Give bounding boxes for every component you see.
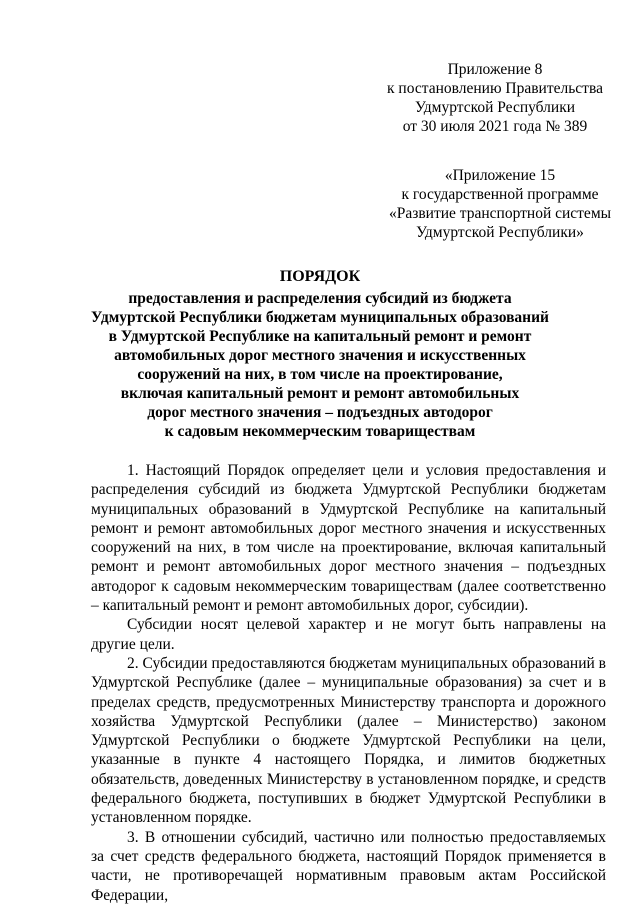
document-body bbox=[91, 461, 606, 905]
paragraph-2: Субсидии носят целевой характер и не могут быть направлены на другие цели. bbox=[91, 616, 606, 653]
paragraph-4: 3. В отношении субсидий, частично или полностью предоставляемых за счет средств федерального бюджета, настоящий Порядок применяется в части, не противоречащей нормативным правовым актам Российской Федерации, bbox=[91, 828, 606, 904]
paragraph-3: 2. Субсидии предоставляются бюджетам муниципальных образований в Удмуртской Республике (далее – муниципальные образования) за счет и в пределах средств, предусмотренных Министерству транспорта и дорожного хозяйства Удмуртской Республики (далее – Министерство) законом Удмуртской Республики о бюджете Удмуртской Республики на цели, указанные в пункте 4 настоящего Порядка, и лимитов бюджетных обязательств, доведенных Министерству в установленном порядке, и средств федерального бюджета, поступивших в бюджет Удмуртской Республики в установленном порядке. bbox=[91, 654, 606, 827]
subtitle-line-6: включая капитальный ремонт и ремонт автомобильных bbox=[120, 385, 520, 402]
appendix-15-line-2: к государственной программе bbox=[401, 186, 599, 203]
document-subtitle bbox=[80, 289, 560, 441]
subtitle-line-7: дорог местного значения – подъездных автодорог bbox=[147, 404, 493, 421]
paragraph-1: 1. Настоящий Порядок определяет цели и условия предоставления и распределения субсидий из бюджета Удмуртской Республики бюджетам муниципальных образований в Удмуртской Республике на капитальный ремонт и ремонт автомобильных дорог местного значения и искусственных сооружений на них, в том числе на проектирование, включая капитальный ремонт и ремонт автомобильных дорог местного значения – подъездных автодорог к садовым некоммерческим товариществам (далее соответственно – капитальный ремонт и ремонт автомобильных дорог, субсидии). bbox=[91, 462, 606, 615]
subtitle-line-1: предоставления и распределения субсидий из бюджета bbox=[128, 290, 512, 307]
subtitle-line-4: автомобильных дорог местного значения и искусственных bbox=[114, 347, 526, 364]
appendix-8-line-4: от 30 июля 2021 года № 389 bbox=[402, 118, 588, 135]
appendix-15-header bbox=[365, 166, 635, 242]
appendix-15-line-1: «Приложение 15 bbox=[444, 167, 556, 184]
subtitle-line-2: Удмуртской Республики бюджетам муниципальных образований bbox=[91, 309, 549, 326]
document-title: ПОРЯДОК bbox=[279, 268, 361, 285]
appendix-15-line-4: Удмуртской Республики» bbox=[416, 224, 584, 241]
appendix-15-line-3: «Развитие транспортной системы bbox=[388, 205, 612, 222]
subtitle-line-3: в Удмуртской Республике на капитальный ремонт и ремонт bbox=[108, 328, 532, 345]
appendix-8-header bbox=[360, 60, 630, 136]
appendix-8-line-2: к постановлению Правительства bbox=[387, 80, 603, 97]
subtitle-line-8: к садовым некоммерческим товариществам bbox=[164, 423, 476, 440]
appendix-8-line-3: Удмуртской Республики bbox=[414, 99, 576, 116]
subtitle-line-5: сооружений на них, в том числе на проектирование, bbox=[137, 366, 503, 383]
appendix-8-line-1: Приложение 8 bbox=[447, 61, 543, 78]
